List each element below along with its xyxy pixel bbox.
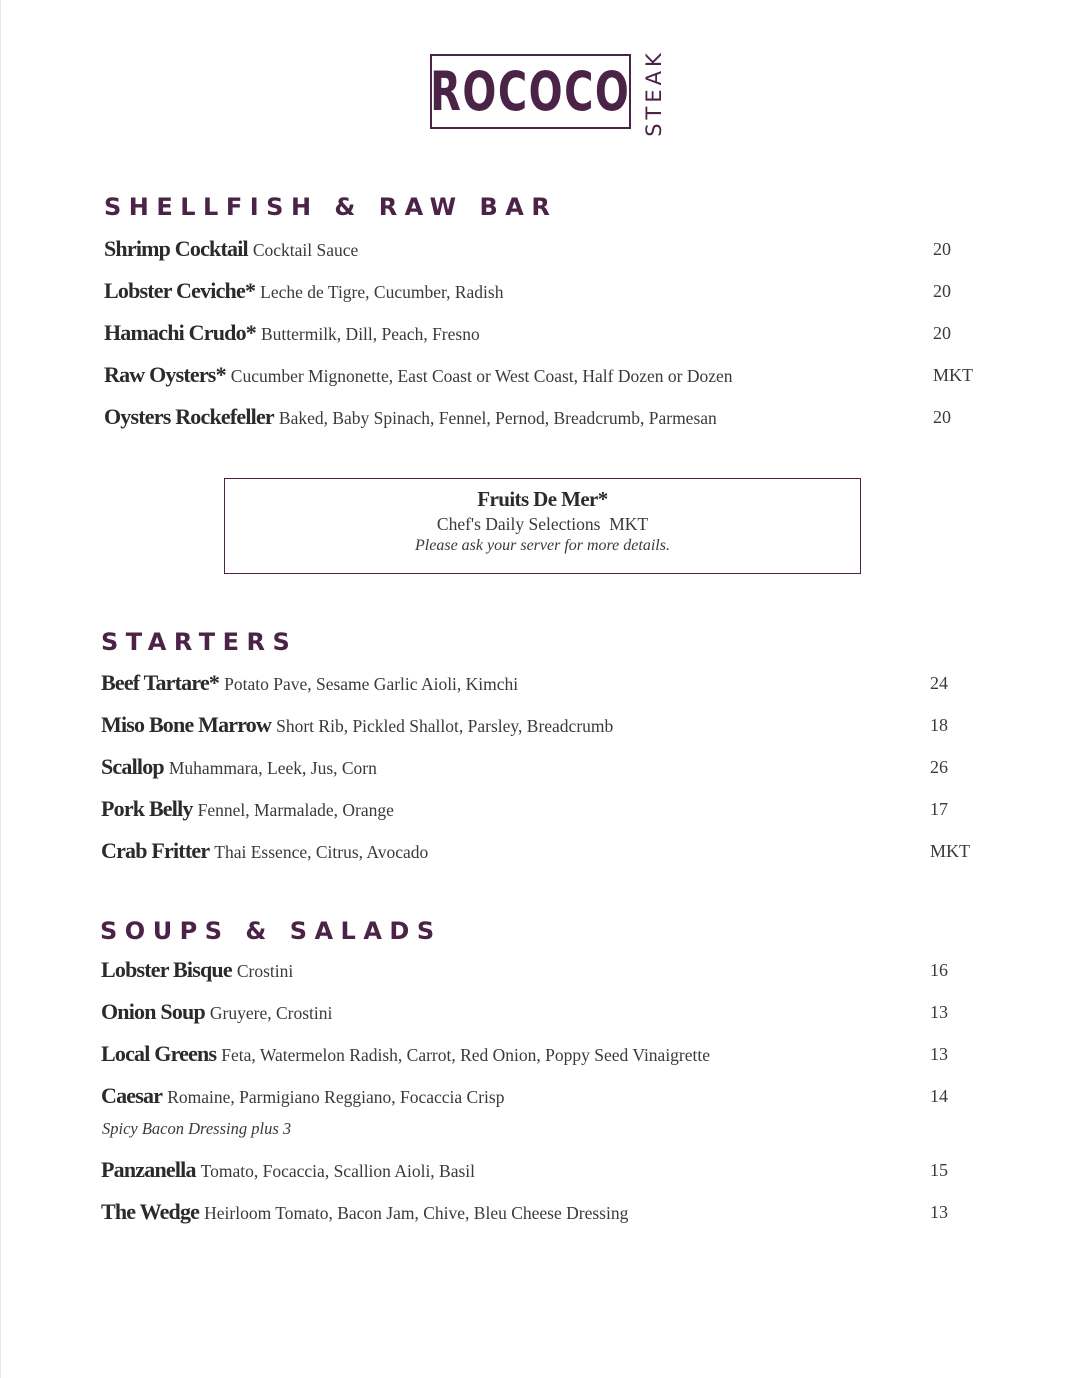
- menu-item: [101, 997, 981, 1027]
- feature-note: Please ask your server for more details.: [415, 537, 670, 554]
- item-price: MKT: [930, 841, 970, 861]
- item-description: Leche de Tigre, Cucumber, Radish: [260, 282, 504, 302]
- item-description: Buttermilk, Dill, Peach, Fresno: [260, 324, 480, 344]
- item-price: MKT: [933, 365, 973, 385]
- menu-item: [104, 402, 984, 432]
- item-description: Thai Essence, Citrus, Avocado: [214, 842, 429, 862]
- item-price: 13: [930, 1202, 948, 1222]
- item-price: 20: [933, 407, 951, 427]
- section-title-shellfish: SHELLFISH & RAW BAR: [104, 193, 558, 221]
- menu-item: [104, 318, 984, 348]
- feature-subtitle: Chef's Daily Selections MKT: [436, 514, 649, 534]
- item-description: Cucumber Mignonette, East Coast or West Coast, Half Dozen or Dozen: [230, 366, 733, 386]
- menu-item: [101, 1197, 981, 1227]
- item-price: 20: [933, 239, 951, 259]
- item-note: Spicy Bacon Dressing plus 3: [102, 1119, 292, 1138]
- item-price: 14: [930, 1086, 948, 1106]
- menu-item: [101, 710, 981, 740]
- logo-subtitle-text: STEAK: [642, 49, 666, 137]
- item-description: Baked, Baby Spinach, Fennel, Pernod, Breadcrumb, Parmesan: [278, 408, 717, 428]
- item-price: 15: [930, 1160, 948, 1180]
- page-edge: [0, 0, 1, 1378]
- item-price: 13: [930, 1044, 948, 1064]
- menu-item: [104, 276, 984, 306]
- item-price: 20: [933, 323, 951, 343]
- fruits-de-mer-box: [224, 478, 861, 574]
- item-name: Local Greens Feta, Watermelon Radish, Carrot, Red Onion, Poppy Seed Vinaigrette: [101, 1041, 711, 1066]
- item-description: Romaine, Parmigiano Reggiano, Focaccia Crisp: [167, 1087, 505, 1107]
- item-price: 16: [930, 960, 948, 980]
- item-description: Tomato, Focaccia, Scallion Aioli, Basil: [200, 1161, 476, 1181]
- item-name: Hamachi Crudo* Buttermilk, Dill, Peach, Fresno: [104, 320, 480, 345]
- section-title-starters: STARTERS: [101, 628, 298, 656]
- item-description: Muhammara, Leek, Jus, Corn: [168, 758, 377, 778]
- item-name: The Wedge Heirloom Tomato, Bacon Jam, Chive, Bleu Cheese Dressing: [101, 1199, 629, 1224]
- item-price: 20: [933, 281, 951, 301]
- menu-item: [101, 955, 981, 985]
- item-price: 18: [930, 715, 948, 735]
- menu-item: [101, 794, 981, 824]
- item-name: Oysters Rockefeller Baked, Baby Spinach, Fennel, Pernod, Breadcrumb, Parmesan: [104, 404, 717, 429]
- menu-item: [104, 360, 984, 390]
- item-name: Crab Fritter Thai Essence, Citrus, Avocado: [101, 838, 429, 863]
- menu-item: [101, 752, 981, 782]
- menu-item: [101, 1081, 981, 1111]
- item-name: Caesar Romaine, Parmigiano Reggiano, Focaccia Crisp: [101, 1083, 505, 1108]
- menu-item: [101, 1155, 981, 1185]
- menu-item: [104, 234, 984, 264]
- item-price: 17: [930, 799, 948, 819]
- logo-box: [430, 54, 631, 129]
- menu-item: [101, 836, 981, 866]
- item-description: Fennel, Marmalade, Orange: [197, 800, 394, 820]
- item-description: Gruyere, Crostini: [209, 1003, 333, 1023]
- item-description: Crostini: [236, 961, 294, 981]
- menu-item: [101, 668, 981, 698]
- item-name: Miso Bone Marrow Short Rib, Pickled Shallot, Parsley, Breadcrumb: [101, 712, 614, 737]
- menu-item: [101, 1039, 981, 1069]
- item-name: Scallop Muhammara, Leek, Jus, Corn: [101, 754, 377, 779]
- item-price: 13: [930, 1002, 948, 1022]
- item-description: Cocktail Sauce: [252, 240, 359, 260]
- section-title-soups-salads: SOUPS & SALADS: [100, 917, 442, 945]
- item-name: Onion Soup Gruyere, Crostini: [101, 999, 333, 1024]
- logo-subtitle: [642, 49, 666, 137]
- logo-wordmark: ROCOCO: [430, 59, 631, 123]
- item-description: Short Rib, Pickled Shallot, Parsley, Breadcrumb: [276, 716, 614, 736]
- item-name: Panzanella Tomato, Focaccia, Scallion Aioli, Basil: [101, 1157, 476, 1182]
- item-name: Lobster Bisque Crostini: [101, 957, 294, 982]
- item-name: Beef Tartare* Potato Pave, Sesame Garlic Aioli, Kimchi: [101, 670, 519, 695]
- item-name: Raw Oysters* Cucumber Mignonette, East Coast or West Coast, Half Dozen or Dozen: [104, 362, 733, 387]
- feature-title: Fruits De Mer*: [477, 487, 608, 511]
- item-name: Shrimp Cocktail Cocktail Sauce: [104, 236, 359, 261]
- item-price: 26: [930, 757, 948, 777]
- item-description: Feta, Watermelon Radish, Carrot, Red Onion, Poppy Seed Vinaigrette: [221, 1045, 711, 1065]
- item-name: Lobster Ceviche* Leche de Tigre, Cucumber, Radish: [104, 278, 504, 303]
- item-name: Pork Belly Fennel, Marmalade, Orange: [101, 796, 394, 821]
- item-description: Heirloom Tomato, Bacon Jam, Chive, Bleu Cheese Dressing: [204, 1203, 629, 1223]
- item-description: Potato Pave, Sesame Garlic Aioli, Kimchi: [224, 674, 519, 694]
- item-price: 24: [930, 673, 948, 693]
